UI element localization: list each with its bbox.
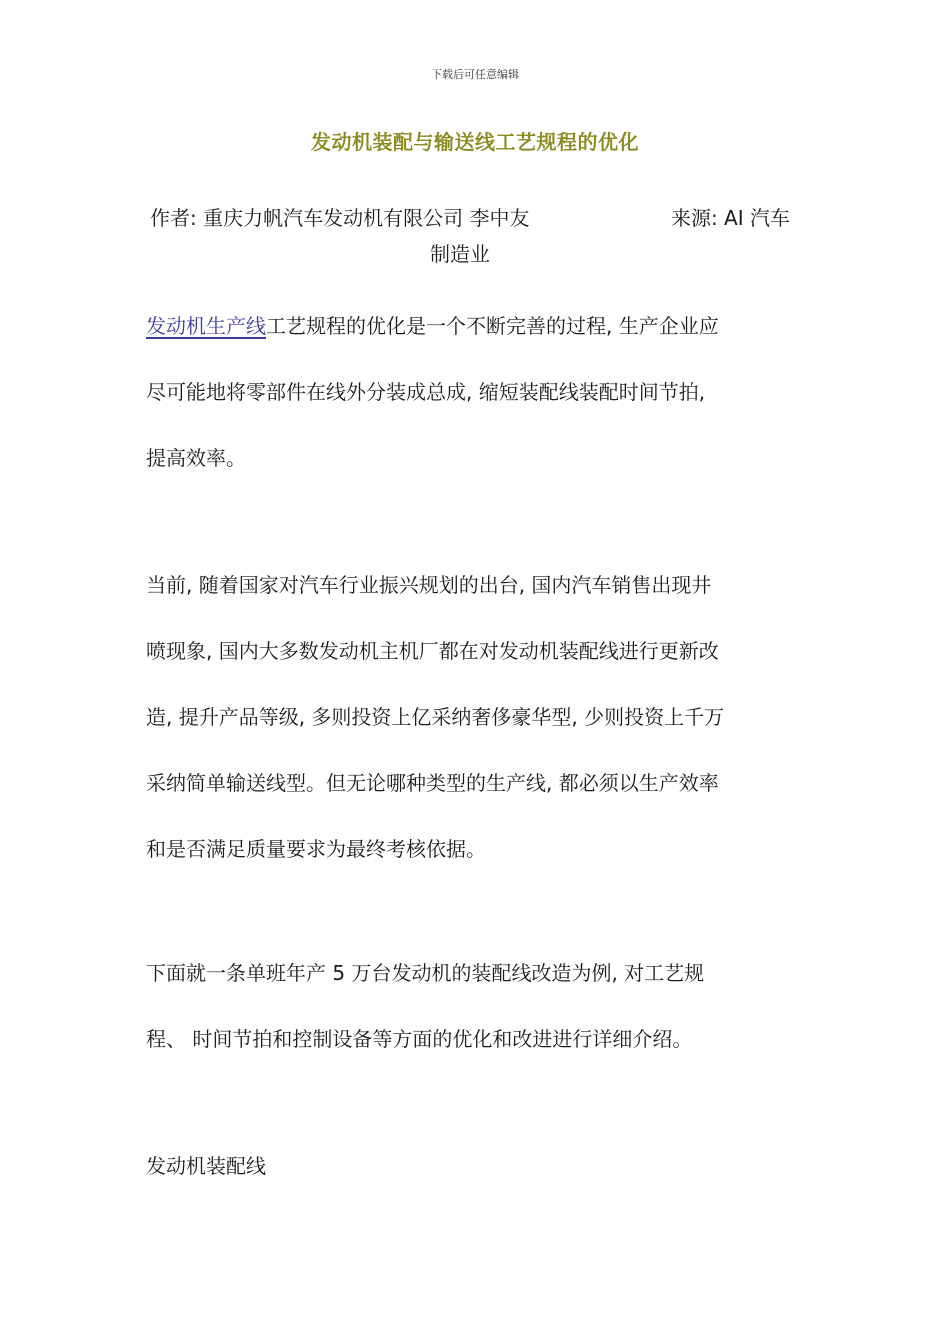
paragraph-line: 提高效率。: [146, 446, 246, 470]
header-note: 下载后可任意编辑: [431, 68, 519, 81]
paragraph-line: 尽可能地将零部件在线外分装成总成, 缩短装配线装配时间节拍,: [146, 380, 706, 404]
paragraph-line: [146, 293, 796, 359]
paragraph-line: 当前, 随着国家对汽车行业振兴规划的出台, 国内汽车销售出现井: [146, 573, 712, 597]
paragraph-3: [146, 940, 796, 1072]
paragraph-line: 造, 提升产品等级, 多则投资上亿采纳奢侈豪华型, 少则投资上千万: [146, 705, 725, 729]
source-continued: 制造业: [430, 242, 490, 266]
engine-production-line-link[interactable]: 发动机生产线: [146, 314, 266, 338]
paragraph-line: 喷现象, 国内大多数发动机主机厂都在对发动机装配线进行更新改: [146, 639, 719, 663]
article-meta: [150, 200, 790, 272]
meta-row: [150, 200, 790, 236]
paragraph-1: [146, 293, 796, 491]
paragraph-2: [146, 552, 796, 882]
article-title: 发动机装配与输送线工艺规程的优化: [311, 130, 639, 154]
paragraph-line: 下面就一条单班年产 5 万台发动机的装配线改造为例, 对工艺规: [146, 961, 705, 985]
source-label: 来源: AI 汽车: [670, 206, 790, 230]
section-heading: 发动机装配线: [146, 1154, 266, 1178]
paragraph-line: 和是否满足质量要求为最终考核依据。: [146, 837, 486, 861]
author-label: 作者: 重庆力帆汽车发动机有限公司 李中友: [150, 206, 530, 230]
paragraph-line: 采纳简单输送线型。但无论哪种类型的生产线, 都必须以生产效率: [146, 771, 719, 795]
paragraph-line: 程、 时间节拍和控制设备等方面的优化和改进进行详细介绍。: [146, 1027, 693, 1051]
paragraph-text: 工艺规程的优化是一个不断完善的过程, 生产企业应: [266, 314, 719, 338]
